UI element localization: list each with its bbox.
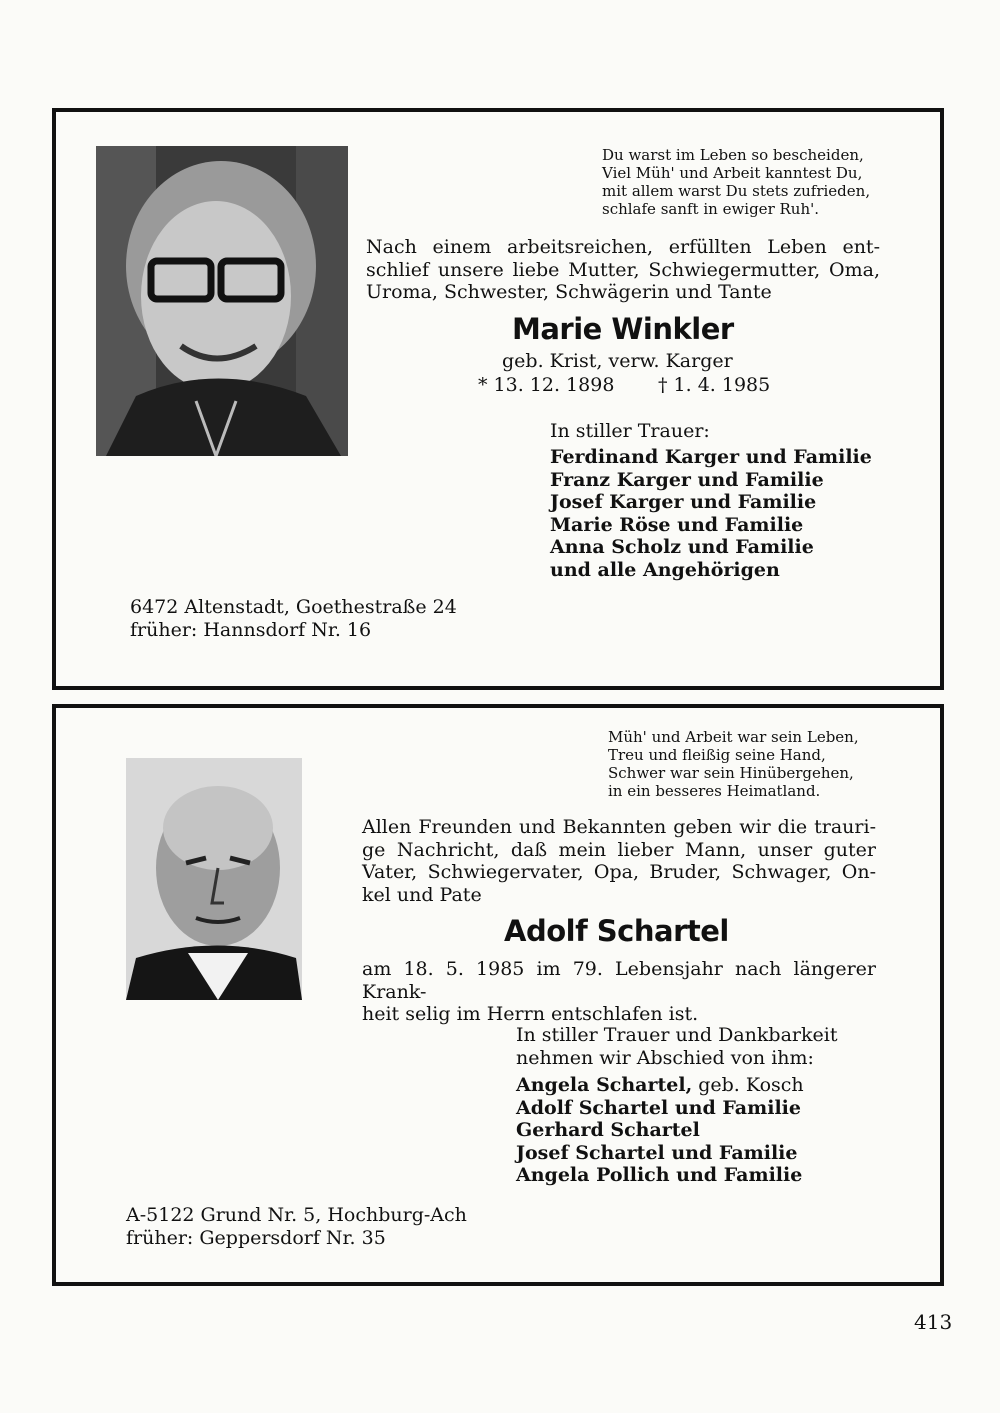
intro-line: Uroma, Schwester, Schwägerin und Tante	[366, 281, 772, 303]
intro-line: Nach einem arbeitsreichen, erfüllten Leben ent-	[366, 236, 880, 258]
page-number: 413	[914, 1310, 953, 1334]
mourner: Angela Pollich und Familie	[516, 1164, 803, 1186]
intro-line: kel und Pate	[362, 883, 482, 906]
mourners-list-notice-2	[516, 1074, 804, 1187]
intro-line: schlief unsere liebe Mutter, Schwiegermutter, Oma,	[366, 258, 880, 281]
address-line: früher: Hannsdorf Nr. 16	[130, 618, 372, 641]
verse-line: in ein besseres Heimatland.	[608, 782, 821, 800]
mourner-note: geb. Kosch	[692, 1074, 804, 1096]
verse-line: Viel Müh' und Arbeit kanntest Du,	[602, 164, 863, 182]
mourning-label: In stiller Trauer:	[550, 420, 710, 442]
portrait-photo-adolf-schartel	[126, 758, 302, 1000]
death-date: † 1. 4. 1985	[658, 374, 771, 396]
address-line: 6472 Altenstadt, Goethestraße 24	[130, 596, 457, 618]
intro-line: ge Nachricht, daß mein lieber Mann, unser guter	[362, 838, 876, 861]
mourner: Ferdinand Karger und Familie	[550, 446, 872, 468]
mourner	[516, 1074, 804, 1097]
portrait-man-icon	[126, 758, 302, 1000]
death-text	[362, 958, 876, 1026]
portrait-woman-icon	[96, 146, 348, 456]
obituary-notice-adolf-schartel	[52, 704, 944, 1286]
death-text-line: am 18. 5. 1985 im 79. Lebensjahr nach längerer Krank-	[362, 958, 876, 1003]
verse-line: mit allem warst Du stets zufrieden,	[602, 182, 871, 200]
mourner-name: Angela Schartel,	[516, 1074, 693, 1096]
address-notice-1	[130, 596, 457, 641]
mourner: Marie Röse und Familie	[550, 513, 804, 536]
intro-text-notice-1	[366, 236, 880, 304]
mourner: Gerhard Schartel	[516, 1119, 700, 1141]
address-line: früher: Geppersdorf Nr. 35	[126, 1226, 386, 1249]
intro-line: Allen Freunden und Bekannten geben wir die trauri-	[362, 816, 876, 838]
verse-line: Müh' und Arbeit war sein Leben,	[608, 728, 859, 746]
verse-line: Treu und fleißig seine Hand,	[608, 746, 826, 764]
mourning-label-line: nehmen wir Abschied von ihm:	[516, 1046, 814, 1069]
mourning-label-notice-2	[516, 1024, 837, 1069]
obituary-notice-marie-winkler	[52, 108, 944, 690]
verse-notice-1	[602, 146, 922, 218]
verse-line: Du warst im Leben so bescheiden,	[602, 146, 864, 164]
portrait-photo-marie-winkler	[96, 146, 348, 456]
mourner: Anna Scholz und Familie	[550, 536, 814, 558]
intro-line: Vater, Schwiegervater, Opa, Bruder, Schwager, On-	[362, 861, 876, 883]
mourners-list-notice-1	[550, 446, 872, 581]
deceased-name-marie-winkler: Marie Winkler	[512, 312, 734, 346]
mourner: Josef Schartel und Familie	[516, 1141, 798, 1164]
address-line: A-5122 Grund Nr. 5, Hochburg-Ach	[126, 1204, 467, 1226]
mourning-label-line: In stiller Trauer und Dankbarkeit	[516, 1024, 838, 1046]
verse-line: schlafe sanft in ewiger Ruh'.	[602, 200, 820, 218]
mourner: Adolf Schartel und Familie	[516, 1096, 801, 1119]
death-text-line: heit selig im Herrn entschlafen ist.	[362, 1003, 699, 1025]
address-notice-2	[126, 1204, 467, 1249]
verse-notice-2	[608, 728, 928, 800]
verse-line: Schwer war sein Hinübergehen,	[608, 764, 854, 782]
mourner: Franz Karger und Familie	[550, 468, 824, 491]
maiden-name: geb. Krist, verw. Karger	[502, 350, 733, 372]
birth-date: * 13. 12. 1898	[478, 374, 615, 396]
mourner: und alle Angehörigen	[550, 558, 780, 581]
mourner: Josef Karger und Familie	[550, 491, 817, 513]
deceased-name-adolf-schartel: Adolf Schartel	[504, 914, 729, 948]
intro-text-notice-2	[362, 816, 876, 906]
